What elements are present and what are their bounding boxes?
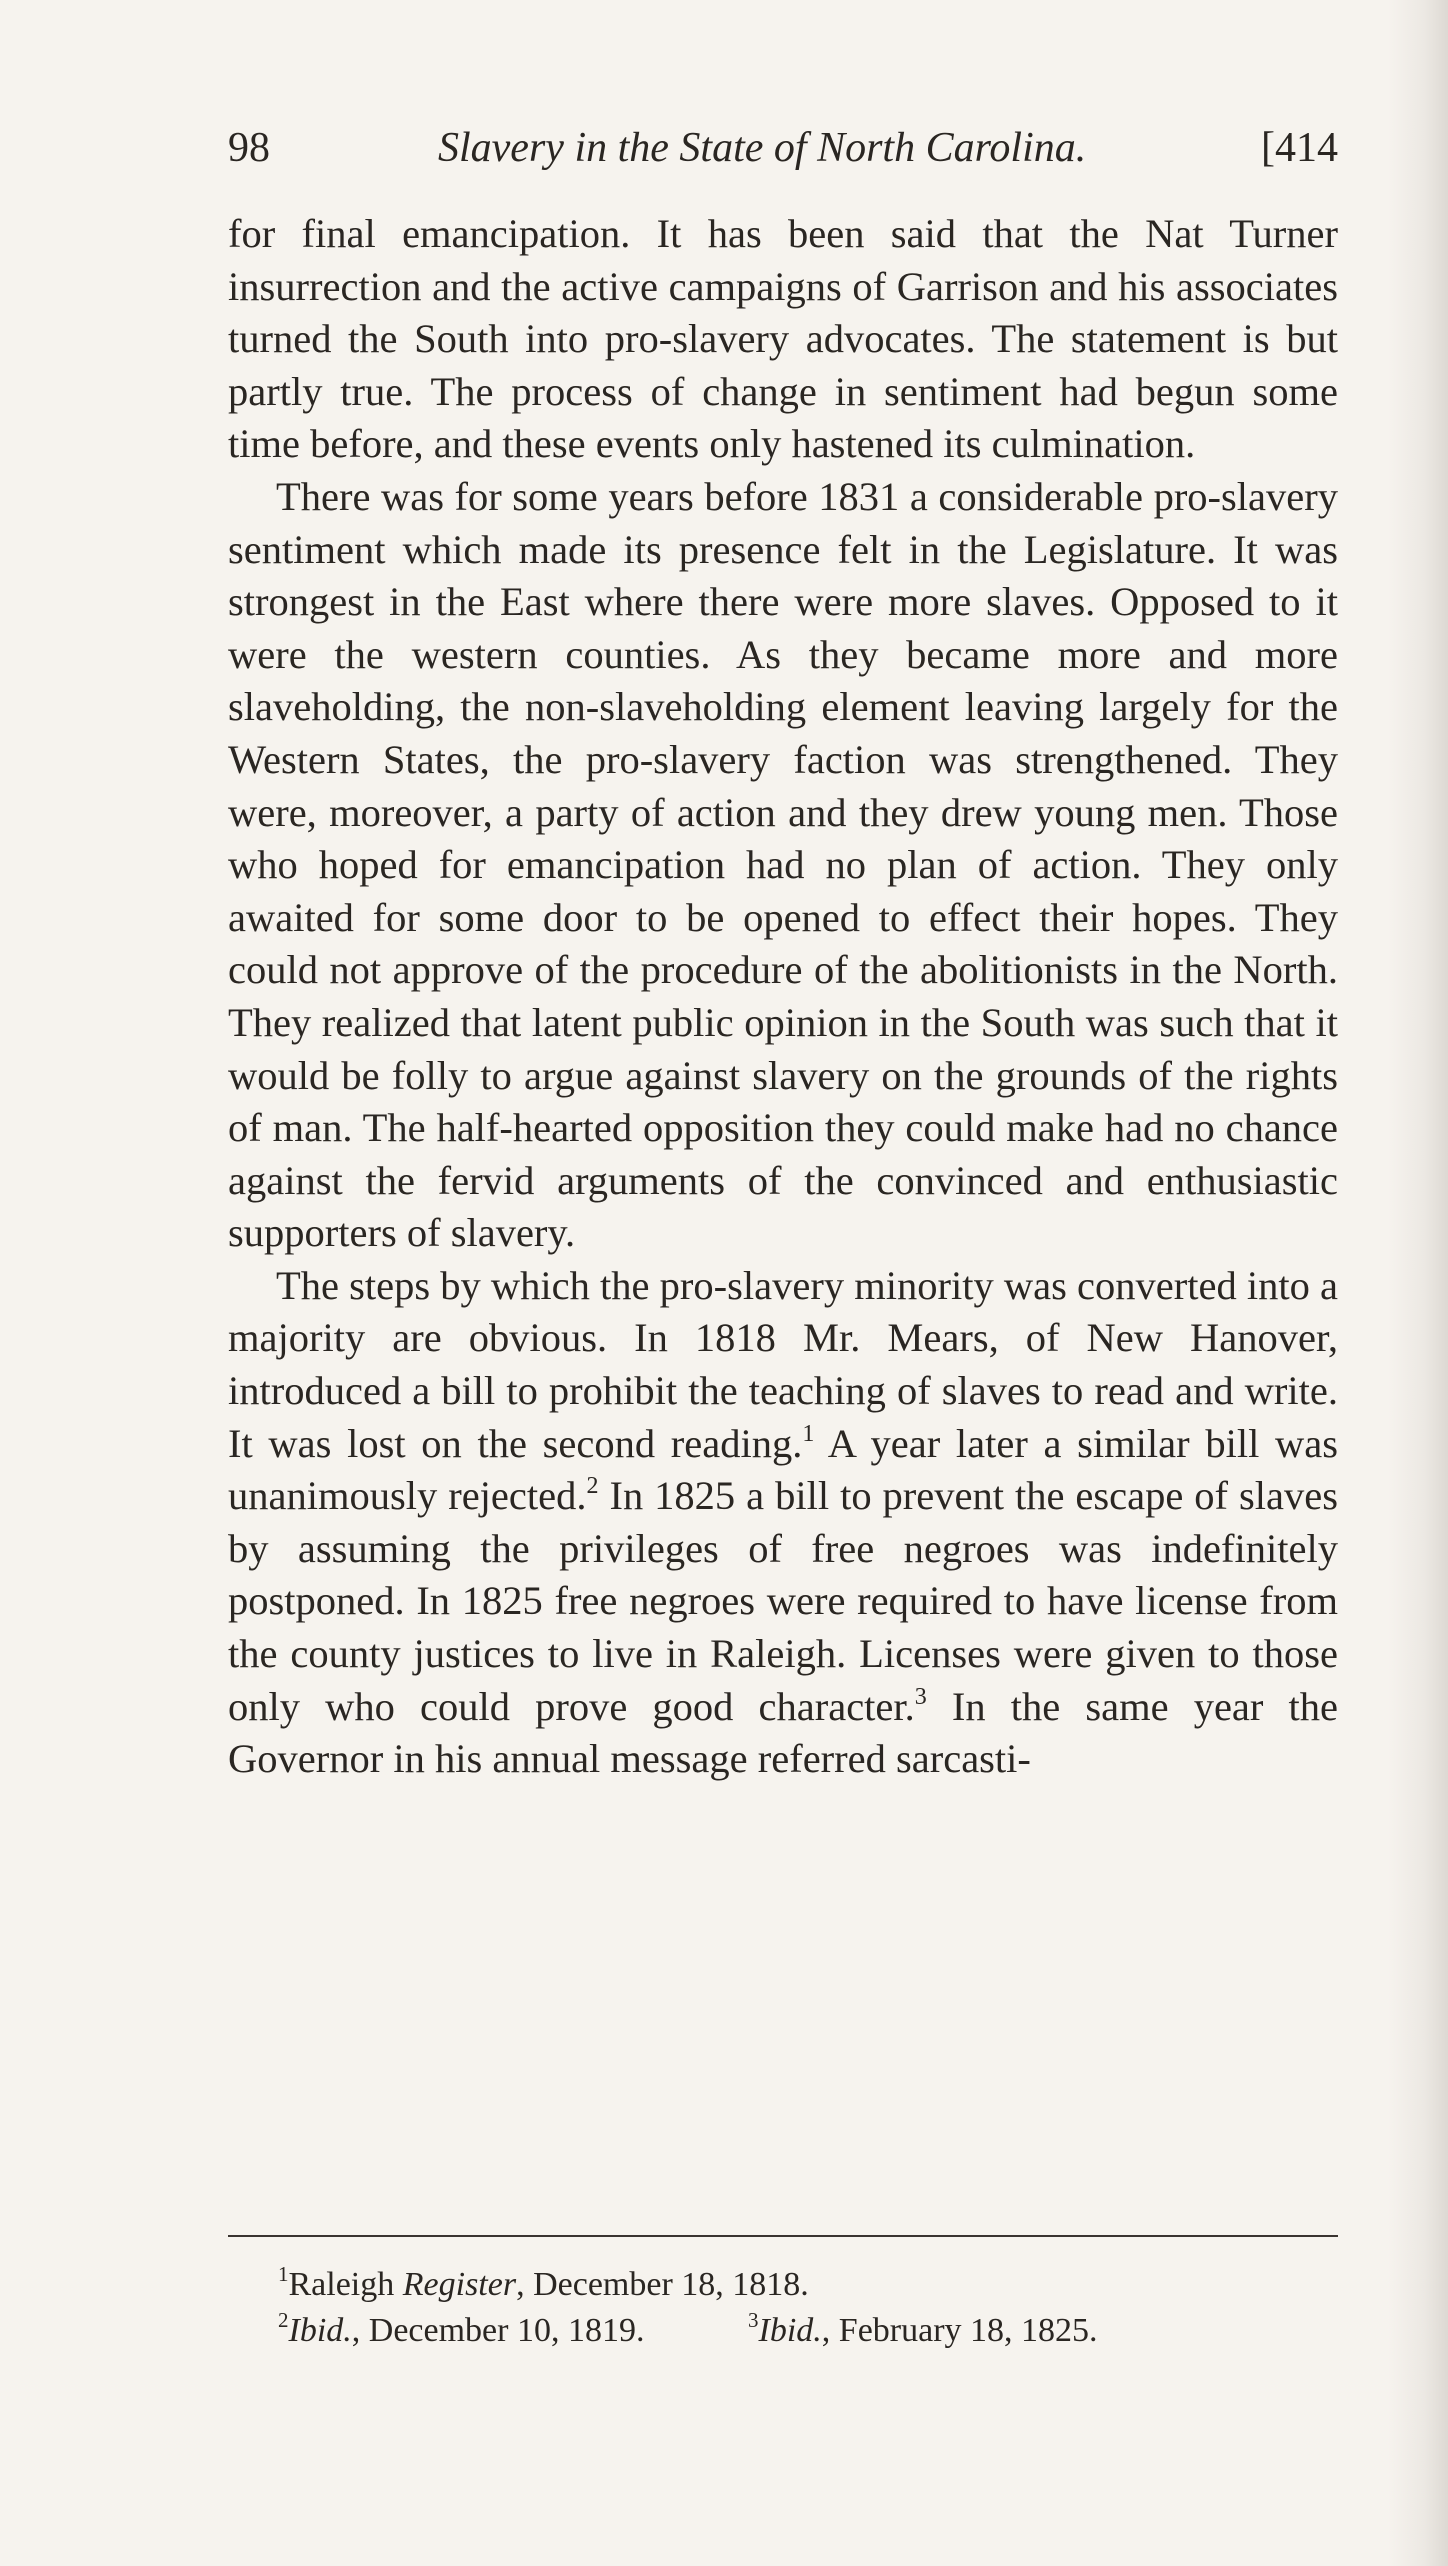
body-text (228, 208, 1338, 1786)
original-page-number: [414 (1261, 125, 1338, 171)
paragraph (228, 471, 1338, 1260)
paragraph-text: In the same year the Governor in his annual message referred sarcasti- (228, 1683, 1338, 1782)
page-number: 98 (228, 125, 270, 171)
footnote-text: , December 10, 1819. (351, 2312, 645, 2349)
paragraph-text: The steps by which the pro-slavery minority was converted into a majority are obvious. In 1818 Mr. Mears, of New Hanover, introduced a bill to prohibit the teaching of slaves to read and write. It was lost on the second reading. (228, 1262, 1338, 1466)
paragraph (228, 208, 1338, 471)
footnote-text: Raleigh (288, 2266, 403, 2303)
footnote-rule (228, 2235, 1338, 2237)
page-gutter-shadow (1388, 0, 1448, 2566)
paragraph-text: for final emancipation. It has been said that the Nat Turner insurrection and the active campaigns of Garrison and his associates turned the South into pro-slavery advocates. The statement is but partly true. The process of change in sentiment had begun some time before, and these events only hastened its culmination. (228, 211, 1338, 467)
paragraph-text: In 1825 a bill to prevent the escape of slaves by assuming the privileges of free negroes was indefinitely postponed. In 1825 free negroes were required to have license from the county justices to live in Raleigh. Licenses were given to those only who could prove good character. (228, 1473, 1338, 1729)
running-head (228, 118, 1338, 178)
footnote-line-2 (278, 2308, 1338, 2354)
running-title: Slavery in the State of North Carolina. (438, 125, 1087, 171)
footnote-number: 2 (278, 2308, 289, 2332)
footnote-text: , February 18, 1825. (821, 2312, 1098, 2349)
footnote-text: , December 18, 1818. (516, 2266, 809, 2303)
paragraph-text: There was for some years before 1831 a considerable pro-slavery sentiment which made its presence felt in the Legislature. It was strongest in the East where there were more slaves. Opposed to it were the western counties. As they became more and more slaveholding, the non-slaveholding element leaving largely for the Western States, the pro-slavery faction was strengthened. They were, moreover, a party of action and they drew young men. Those who hoped for emancipation had no plan of action. They only awaited for some door to be opened to effect their hopes. They could not approve of the procedure of the abolitionists in the North. They realized that latent public opinion in the South was such that it would be folly to argue against slavery on the grounds of the rights of man. The half-hearted opposition they could make had no chance against the fervid arguments of the convinced and enthusiastic supporters of slavery. (228, 473, 1338, 1256)
footnote-1 (278, 2262, 809, 2303)
footnote-source: Register (402, 2266, 517, 2303)
footnotes (278, 2262, 1338, 2354)
footnote-reference: 1 (802, 1420, 815, 1447)
paragraph-text: A year later a similar bill was unanimously rejected. (228, 1420, 1339, 1519)
footnote-2 (278, 2308, 645, 2349)
footnote-number: 1 (278, 2262, 289, 2286)
footnote-number: 3 (748, 2308, 759, 2332)
footnote-source: Ibid. (758, 2312, 822, 2349)
footnote-reference: 2 (586, 1473, 599, 1500)
footnote-3 (748, 2308, 1098, 2354)
footnote-line-1 (278, 2262, 1338, 2308)
paragraph (228, 1260, 1338, 1786)
footnote-source: Ibid. (288, 2312, 352, 2349)
footnote-reference: 3 (914, 1683, 927, 1710)
